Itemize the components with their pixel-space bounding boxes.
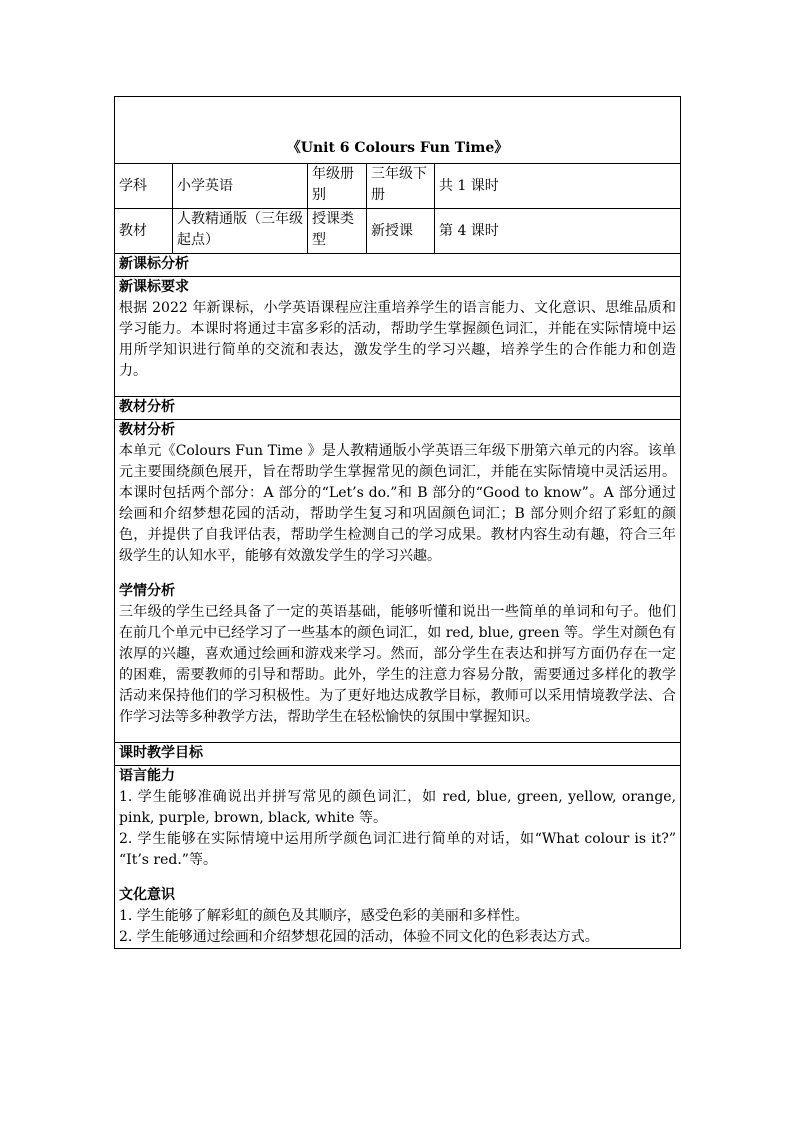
- type-value: 新授课: [367, 209, 435, 254]
- culture-objective-item: 2. 学生能够通过绘画和介绍梦想花园的活动，体验不同文化的色彩表达方式。: [119, 929, 599, 945]
- language-objective-item: 1. 学生能够准确说出并拼写常见的颜色词汇，如 red, blue, green, yellow, orange, pink, purple, brown, black, white 等。: [119, 789, 677, 826]
- lesson-plan-table: [114, 96, 681, 949]
- language-ability-heading: 语言能力: [119, 768, 175, 784]
- textbook-value: 人教精通版（三年级起点）: [173, 209, 308, 254]
- curriculum-text: 根据 2022 年新课标，小学英语课程应注重培养学生的语言能力、文化意识、思维品质和学习能力。本课时将通过丰富多彩的活动，帮助学生掌握颜色词汇，并能在实际情境中运用所学知识进行简单的交流和表达，激发学生的学习兴趣，培养学生的合作能力和创造力。: [119, 300, 677, 379]
- spacer: [119, 871, 676, 885]
- spacer: [119, 382, 676, 396]
- culture-awareness-heading: 文化意识: [119, 887, 175, 903]
- textbook-section-heading: 教材分析: [115, 397, 681, 420]
- subject-label: 学科: [115, 164, 173, 209]
- grade-label: 年级册别: [308, 164, 367, 209]
- curriculum-section-heading: 新课标分析: [115, 254, 681, 277]
- meta-row-textbook: [115, 209, 681, 254]
- curriculum-section-body: [115, 277, 681, 397]
- textbook-sub-heading: 教材分析: [119, 422, 175, 438]
- textbook-label: 教材: [115, 209, 173, 254]
- students-text: 三年级的学生已经具备了一定的英语基础，能够听懂和说出一些简单的单词和句子。他们在前几个单元中已经学习了一些基本的颜色词汇，如 red, blue, green 等。学生对颜色有浓厚的兴趣，喜欢通过绘画和游戏来学习。然而，部分学生在表达和拼写方面仍存在一定的困难，需要教师的引导和帮助。此外，学生的注意力容易分散，需要通过多样化的教学活动来保持他们的学习积极性。为了更好地达成教学目标，教师可以采用情境教学法、合作学习法等多种教学方法，帮助学生在轻松愉快的氛围中掌握知识。: [119, 604, 677, 725]
- language-objective-item: 2. 学生能够在实际情境中运用所学颜色词汇进行简单的对话，如“What colour is it?” “It’s red.”等。: [119, 831, 677, 868]
- lesson-number-value: 第 4 课时: [435, 209, 681, 254]
- textbook-section-body: [115, 420, 681, 743]
- subject-value: 小学英语: [173, 164, 308, 209]
- spacer: [119, 567, 676, 581]
- lesson-plan-page: [114, 96, 680, 949]
- culture-objective-item: 1. 学生能够了解彩虹的颜色及其顺序，感受色彩的美丽和多样性。: [119, 908, 529, 924]
- curriculum-sub-heading: 新课标要求: [119, 279, 189, 295]
- hours-value: 共 1 课时: [435, 164, 681, 209]
- spacer: [119, 728, 676, 742]
- meta-row-subject: [115, 164, 681, 209]
- objectives-section-body: [115, 766, 681, 949]
- lesson-title: 《Unit 6 Colours Fun Time》: [115, 97, 681, 164]
- textbook-text: 本单元《Colours Fun Time 》是人教精通版小学英语三年级下册第六单元的内容。该单元主要围绕颜色展开，旨在帮助学生掌握常见的颜色词汇，并能在实际情境中灵活运用。本课时包括两个部分：A 部分的“Let’s do.”和 B 部分的“Good to know”。A 部分通过绘画和介绍梦想花园的活动，帮助学生复习和巩固颜色词汇；B 部分则介绍了彩虹的颜色，并提供了自我评估表，帮助学生检测自己的学习成果。教材内容生动有趣，符合三年级学生的认知水平，能够有效激发学生的学习兴趣。: [119, 443, 677, 564]
- objectives-section-heading: 课时教学目标: [115, 743, 681, 766]
- students-sub-heading: 学情分析: [119, 583, 175, 599]
- grade-value: 三年级下册: [367, 164, 435, 209]
- type-label: 授课类型: [308, 209, 367, 254]
